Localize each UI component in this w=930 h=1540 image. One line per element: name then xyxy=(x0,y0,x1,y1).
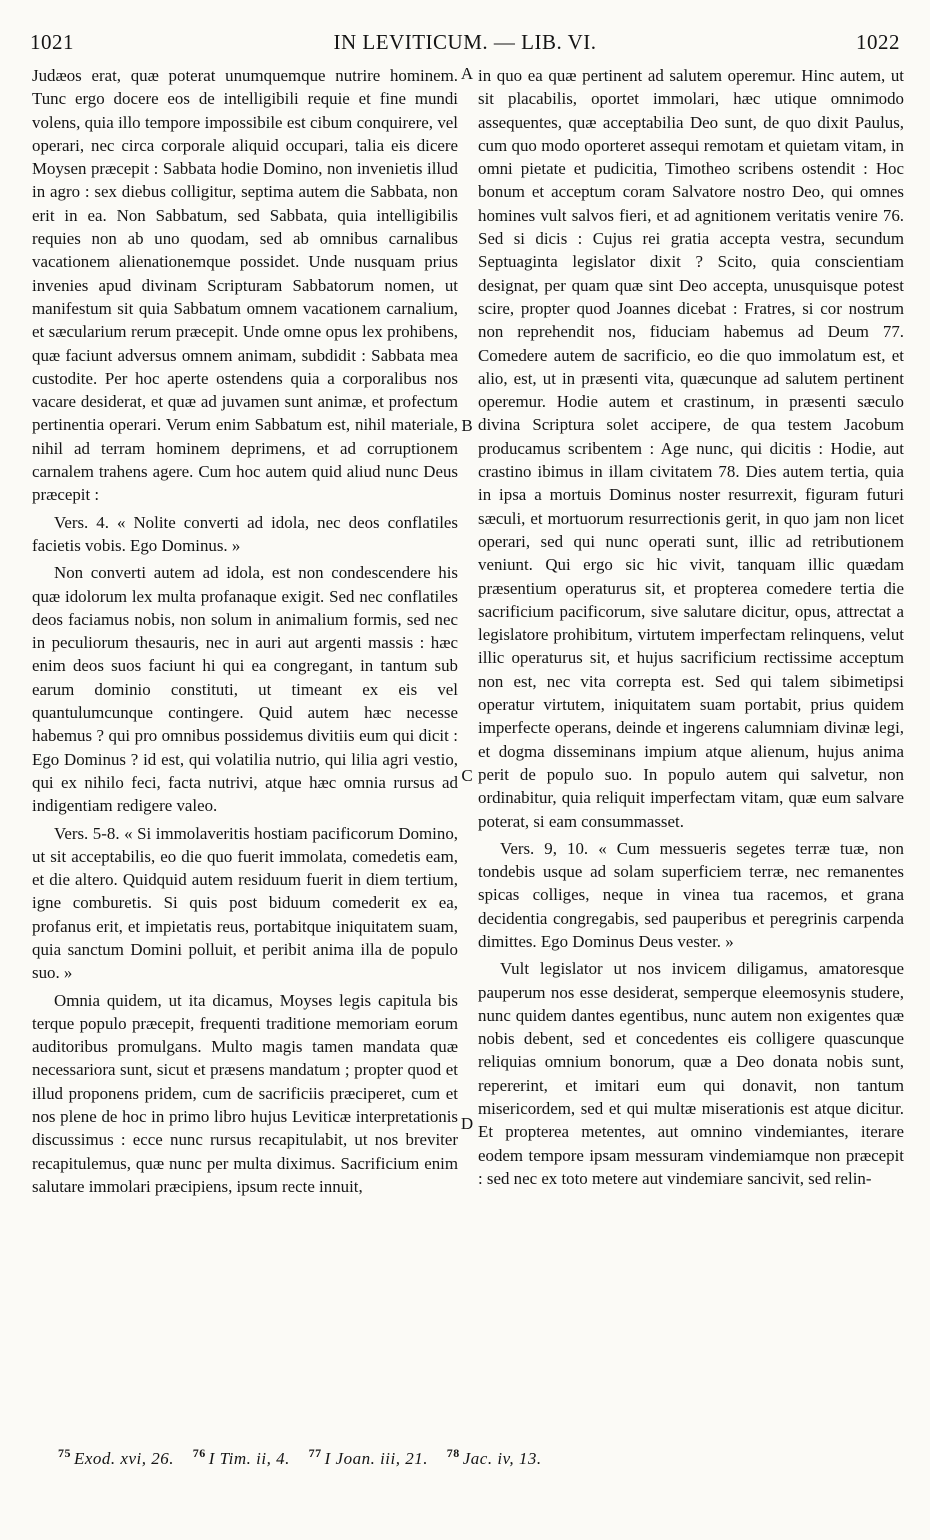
footnote xyxy=(308,1446,429,1468)
footnote-number: 76 xyxy=(192,1446,206,1460)
footnote xyxy=(58,1446,174,1468)
running-title: IN LEVITICUM. — LIB. VI. xyxy=(333,30,597,54)
paragraph: Non converti autem ad idola, est non condescendere his quæ idolorum lex multa profanaque exigit. Sed nec conflatiles deos faciamus nobis, non solum in animalium formis, sed nec in peculiorum thesauris, nec in auri aut argenti massis : hæc enim deos suos faciunt hi qui ea congregant, in tantum sub earum dominio constituti, ut timeant ex eis vel quantulumcunque contingere. Quid autem hæc necesse habemus ? qui pro omnibus possidemus divitiis eum qui dicit : Ego Dominus ? id est, qui volatilia nutrio, qui lilia agri vestio, qui ex nihilo feci, facta nutrivi, atque hæc omnia rursus ad indigentiam redigere valeo. xyxy=(32,563,458,816)
right-column xyxy=(478,64,904,1416)
verse-citation: Vers. 5-8. « Si immolaveritis hostiam pacificorum Domino, ut sit acceptabilis, eo die quo fuerit immolata, comedetis eam, et die altero. Quidquid autem residuum fuerit in diem tertium, igne comburetis. Si quis post biduum comederit ex ea, profanus erit, et impietatis reus, portabitque iniquitatem suam, quia sanctum Domini polluit, et peribit anima illa de populo suo. » xyxy=(32,823,458,983)
footnotes xyxy=(58,1446,898,1469)
margin-letter-c: C xyxy=(461,766,473,785)
running-header xyxy=(30,30,900,58)
left-column xyxy=(32,64,458,1416)
footnote-number: 78 xyxy=(446,1446,460,1460)
paragraph: Vult legislator ut nos invicem diligamus, amatoresque pauperum nos esse desiderat, semperque eleemosynis studere, nunc quidem dantes egentibus, nunc autem non exigentes quæ nobis debent, sed et concedentes eis colligere quascunque reliquias omnium bonorum, quæ a Deo donata nobis sunt, repererint, et imitari eum qui donavit, non tantum misericordem, sed et qui multæ miserationis est atque dicitur. Et propterea metentes, aut omnino vindemiantes, iterare eodem tempore ipsam messuram vindemiamque non præcepit : sed nec ex toto metere aut vindemiare sancivit, sed relin- xyxy=(478,959,904,1188)
verse-citation: Vers. 9, 10. « Cum messueris segetes terræ tuæ, non tondebis usque ad solam superficiem terræ, nec remanentes spicas colliges, neque in vinea tua racemos, et grana decidentia congregabis, sed pauperibus et peregrinis carpenda dimittes. Ego Dominus Deus vester. » xyxy=(478,838,904,951)
page-number-left: 1021 xyxy=(30,30,74,54)
page-number-right: 1022 xyxy=(856,30,900,54)
verse-citation: Vers. 4. « Nolite converti ad idola, nec deos conflatiles facietis vobis. Ego Dominus. » xyxy=(32,512,458,555)
paragraph: Judæos erat, quæ poterat unumquemque nutrire hominem. Tunc ergo docere eos de intelligibili requie et fine mundi volens, quia illo tempore impossibile est cibum conquirere, vel operari, nec circa corporale aliquid occupari, talia eis dicere Moysen præcepit : Sabbata hodie Domino, non invenietis illud in agro : sex diebus colligitur, septima autem die Sabbata, non erit in ea. Non Sabbatum, sed Sabbata, quia intelligibilis requies non ab uno quodam, sed ab omnibus carnalibus vacationem alienationemque possidet. Unde nusquam prius invenies apud divinam Scripturam Sabbatorum nomen, ut manifestum sit quia Sabbatum omnem vacationem carnalium, et sæcularium rerum præcepit. Unde omne opus lex prohibens, quæ faciunt adversus omnem animam, subdidit : Sabbata mea custodite. Per hoc aperte ostendens quia a corporalibus nos vacare desiderat, et quæ ad juvamen sunt animæ, et profectum pertinentia operari. Verum enim Sabbatum est, nihil materiale, nihil ad terram hominem deprimens, et ad corruptionem carnalem trahens agere. Cum hoc autem quid aliud nunc Deus præcepit : xyxy=(32,66,458,505)
paragraph: in quo ea quæ pertinent ad salutem operemur. Hinc autem, ut sit placabilis, oportet immolari, hæc utique omnimodo assequentes, quæ acceptabilia Deo sunt, de quo dixit Paulus, cum quo modo oporteret assequi remotam et quietam vitam, in omni pietate et pudicitia, Timotheo scribens ostendit : Hoc bonum et acceptum coram Salvatore nostro Deo, qui omnes homines vult salvos fieri, et ad agnitionem veritatis venire 76. Sed si dicis : Cujus rei gratia accepta vestra, secundum Septuaginta legislator dixit ? Scito, quia conscientiam designat, per quam quæ sint Deo accepta, unusquisque potest scire, propter quod Joannes dicebat : Fratres, si cor nostrum non reprehendit nos, fiduciam habemus ad Deum 77. Comedere autem de sacrificio, eo die quo immolatum est, et alio, est, ut in præsenti vita, quæcunque ad salutem pertinent operemur. Hodie autem et crastinum, in præsenti sæculo divina Scriptura solet accipere, de qua testem Jacobum producamus scribentem : Age nunc, qui dicitis : Hodie, aut crastino ibimus in illam civitatem 78. Dies autem tertia, quia in ipsa a mortuis Dominus noster resurrexit, figuram futuri sæculi, et mortuorum resurrectionis gerit, in quo jam non licet operari, sed qui nunc operati sunt, illic ad retributionem veniunt. Qui ergo sic hic vivit, tanquam illic quædam præsentium operaturus sit, et propterea comedere tertia die sacrificium pacificorum, sive salutare dicitur, opus, attrectat a legislatore prohibitum, virtutem imperfectam relinquens, velut illic operaturus sit, et hujus sacrificium rectissime acceptum non est, nec vita correpta est. Sed qui talem sibimetipsi operatur virtutem, iniquitatem suam portabit, prius quidem imperfecte operans, deinde et ingerens calumniam divinæ legi, et dogma disseminans impium atque alienum, hujus anima perit de populo suo. In populo autem qui salvetur, non ordinabitur, quia reliquit imperfectam vitam, quæ eum salvare poterat, si eam consummasset. xyxy=(478,66,904,831)
margin-letter-a: A xyxy=(460,64,474,83)
footnote-text: I Tim. ii, 4. xyxy=(208,1448,290,1468)
footnote-number: 75 xyxy=(58,1446,71,1460)
footnote-number: 77 xyxy=(308,1446,322,1460)
footnote xyxy=(446,1446,542,1468)
margin-letter-d: D xyxy=(460,1114,474,1133)
footnote-text: I Joan. iii, 21. xyxy=(324,1448,429,1468)
footnote-text: Jac. iv, 13. xyxy=(462,1448,542,1468)
paragraph: Omnia quidem, ut ita dicamus, Moyses legis capitula bis terque populo præcepit, frequenti traditione memoriam eorum auditoribus promulgans. Multo magis tamen mandata quæ necessariora sunt, sicut et præsens mandatum ; propter quod et illud proponens pridem, cum de sacrificiis præciperet, cum et nos plene de hoc in primo libro hujus Leviticæ interpretationis discussimus : ecce nunc rursus recapitulabit, ut nos breviter recapitulemus, quæ nunc per multa diximus. Sacrificium enim salutare immolari præcipiens, ipsum recte innuit, xyxy=(32,990,458,1196)
footnote-text: Exod. xvi, 26. xyxy=(74,1448,174,1468)
margin-letter-b: B xyxy=(461,416,473,435)
footnote xyxy=(192,1446,290,1468)
